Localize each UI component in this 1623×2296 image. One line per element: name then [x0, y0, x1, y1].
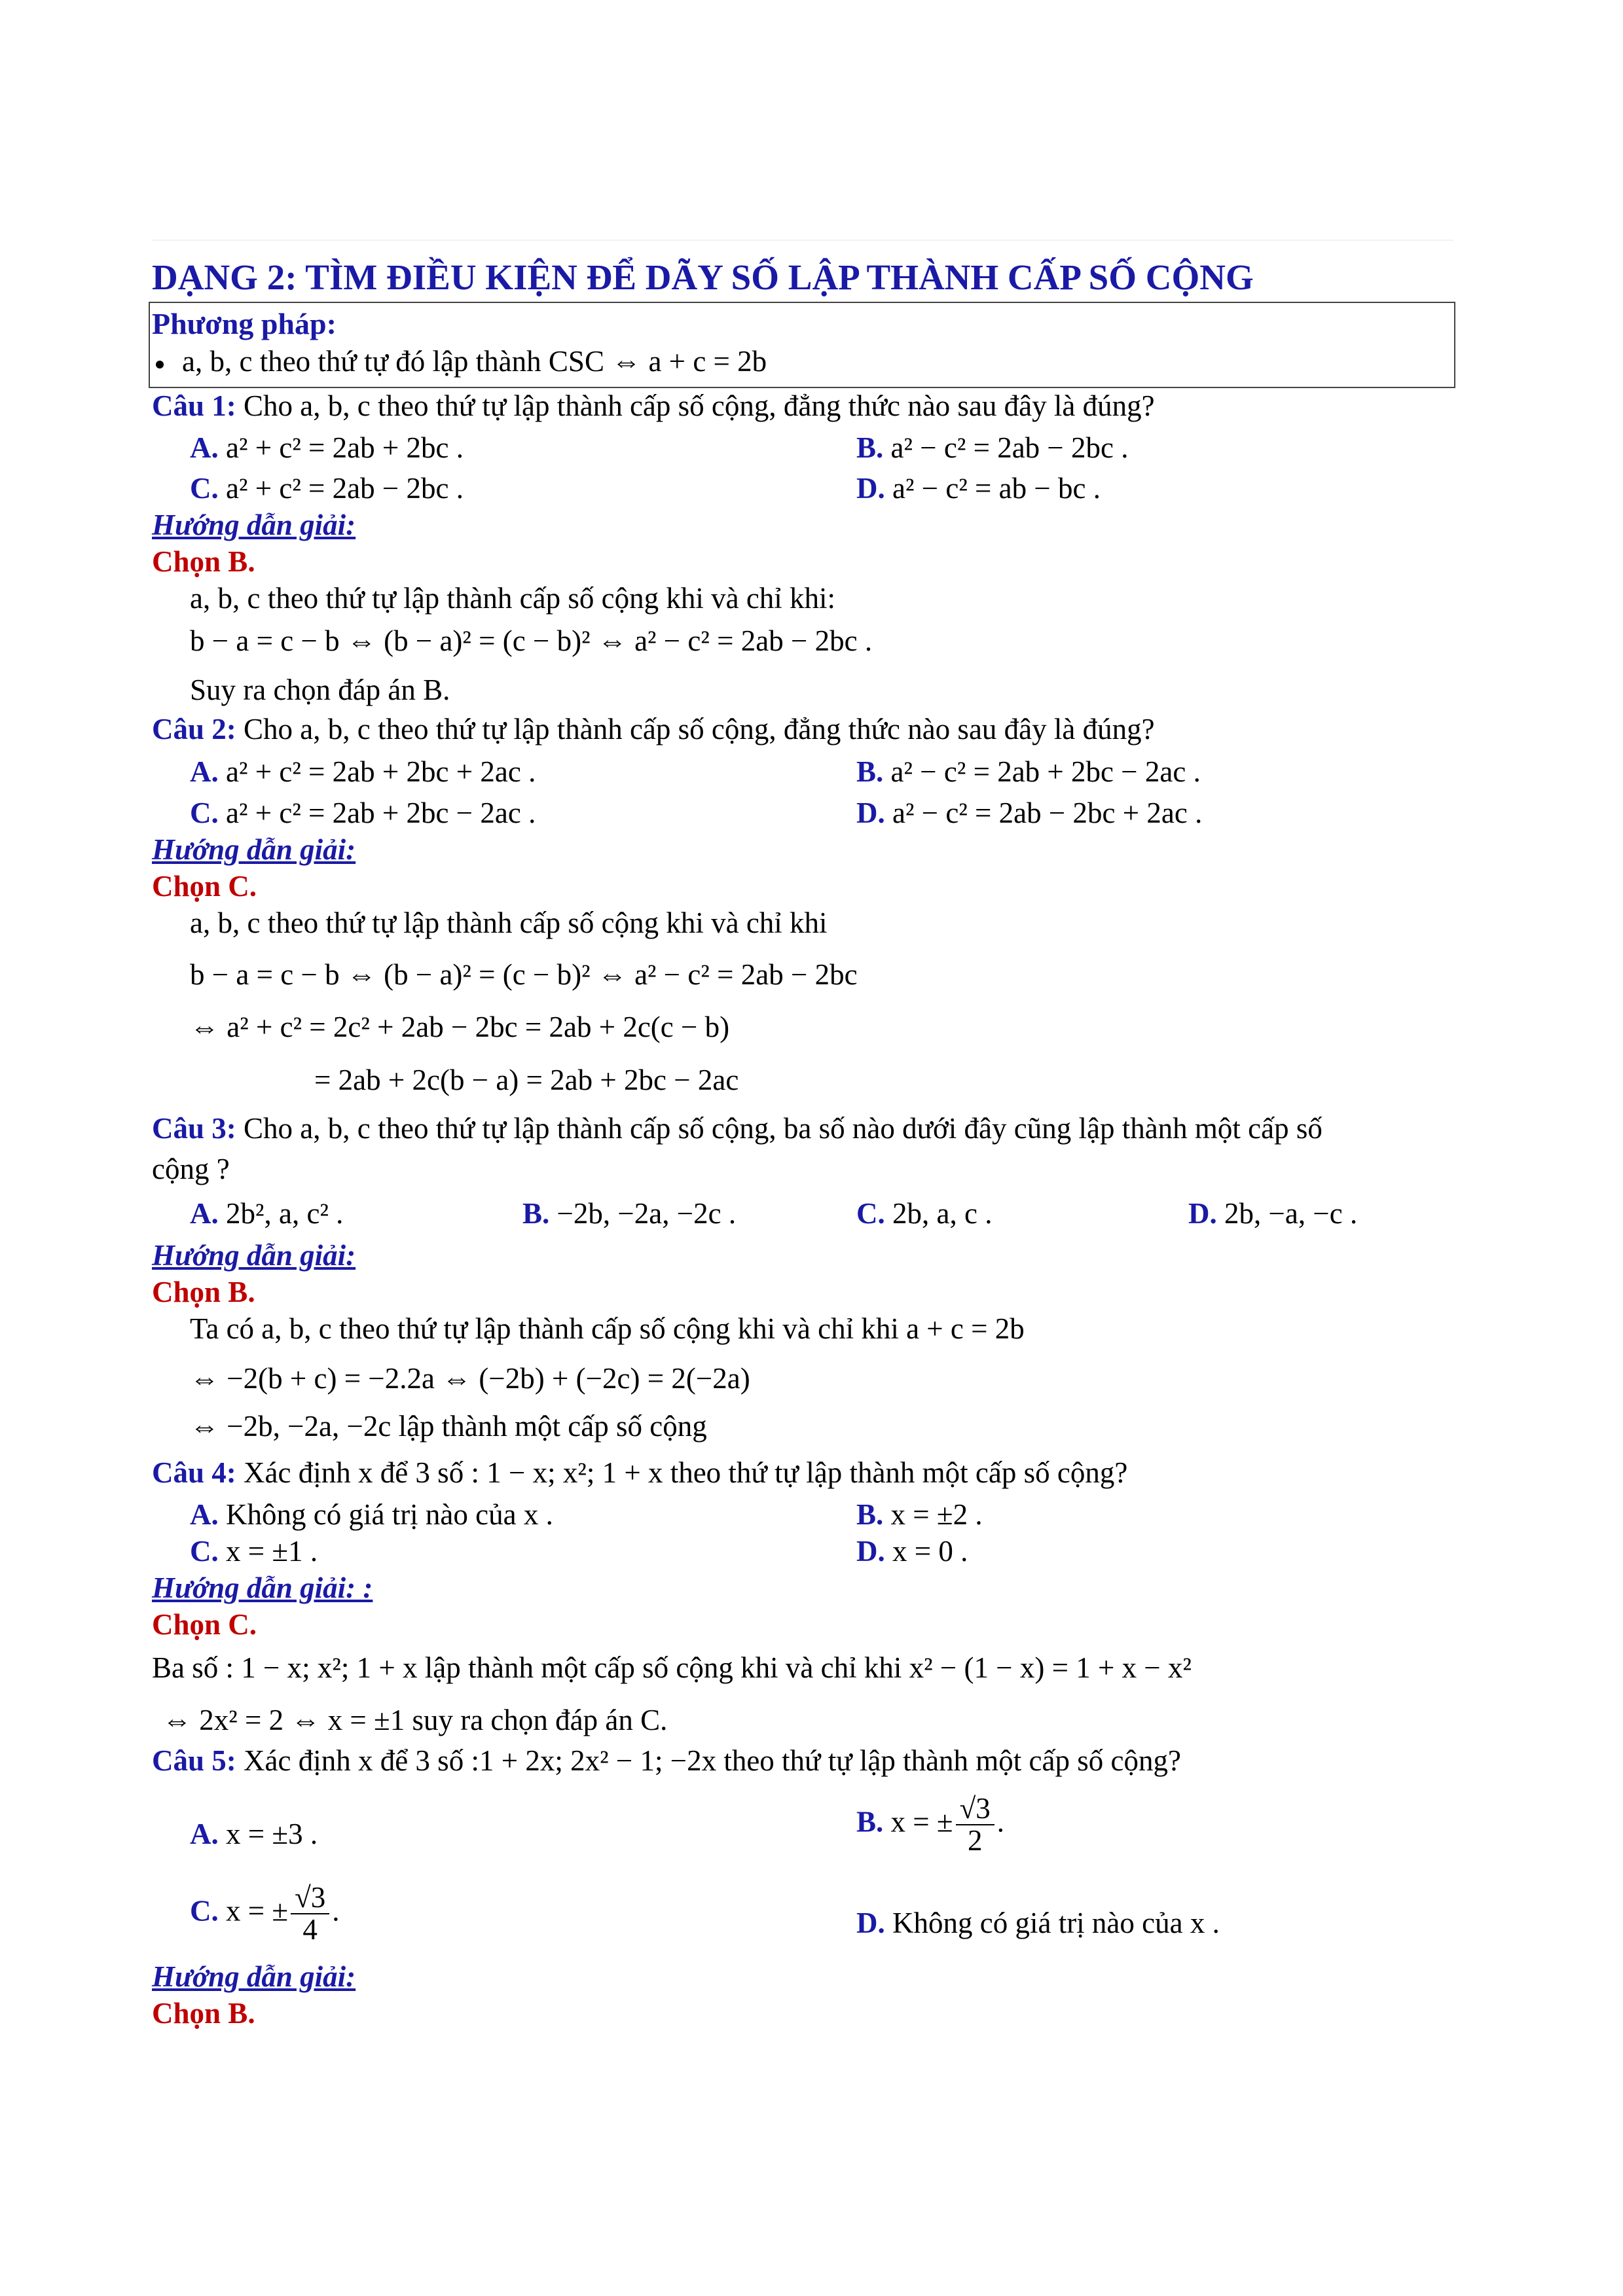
q3-answer: Chọn B.: [152, 1276, 255, 1308]
q2-solution-2: b − a = c − b ⇔ (b − a)² = (c − b)² ⇔ a² − c² = 2ab − 2bc: [190, 958, 858, 991]
question-2: Câu 2: Cho a, b, c theo thứ tự lập thành cấp số cộng, đẳng thức nào sau đây là đúng?: [152, 713, 1155, 745]
q1-option-c: C. a² + c² = 2ab − 2bc .: [190, 472, 464, 505]
section-title: DẠNG 2: TÌM ĐIỀU KIỆN ĐỂ DÃY SỐ LẬP THÀNH CẤP SỐ CỘNG: [152, 257, 1254, 297]
method-heading: Phương pháp:: [152, 307, 337, 340]
method-bullet-line: [156, 346, 767, 378]
q5-guide-label: Hướng dẫn giải:: [152, 1960, 356, 1993]
header-rule: [152, 240, 1453, 241]
q2-option-d: D. a² − c² = 2ab − 2bc + 2ac .: [856, 797, 1203, 829]
q3-option-b: B. −2b, −2a, −2c .: [522, 1197, 737, 1230]
q1-answer: Chọn B.: [152, 545, 255, 578]
q3-option-d: D. 2b, −a, −c .: [1188, 1197, 1358, 1230]
q1-option-b: B. a² − c² = 2ab − 2bc .: [856, 431, 1129, 464]
question-3-text-cont: cộng ?: [152, 1153, 230, 1185]
q2-solution-1: a, b, c theo thứ tự lập thành cấp số cộng khi và chỉ khi: [190, 906, 828, 939]
question-1-label: Câu 1:: [152, 389, 236, 422]
question-4-text: Xác định x để 3 số : 1 − x; x²; 1 + x theo thứ tự lập thành một cấp số cộng?: [244, 1456, 1128, 1489]
question-1: [152, 390, 1155, 423]
question-2-text: Cho a, b, c theo thứ tự lập thành cấp số cộng, đẳng thức nào sau đây là đúng?: [244, 713, 1155, 745]
q4-option-c: C. x = ±1 .: [190, 1535, 318, 1568]
q1-option-d: D. a² − c² = ab − bc .: [856, 472, 1101, 505]
q4-option-a: A. Không có giá trị nào của x .: [190, 1498, 553, 1531]
q2-answer: Chọn C.: [152, 870, 257, 903]
q1-guide-label: Hướng dẫn giải:: [152, 509, 356, 541]
q5-option-c: C. x = ± $\frac{√3}{4}$ .: [190, 1881, 340, 1946]
q2-solution-4: = 2ab + 2c(b − a) = 2ab + 2bc − 2ac: [314, 1064, 739, 1096]
q1-solution-3: Suy ra chọn đáp án B.: [190, 673, 450, 706]
q4-solution-2: ⇔ 2x² = 2 ⇔ x = ±1 suy ra chọn đáp án C.: [162, 1704, 668, 1736]
question-3-text: Cho a, b, c theo thứ tự lập thành cấp số cộng, ba số nào dưới đây cũng lập thành một cấp số: [244, 1112, 1322, 1145]
question-4: Câu 4: Xác định x để 3 số : 1 − x; x²; 1 + x theo thứ tự lập thành một cấp số cộng?: [152, 1456, 1128, 1489]
q4-guide-label: Hướng dẫn giải: :: [152, 1571, 373, 1604]
q4-solution-1: Ba số : 1 − x; x²; 1 + x lập thành một cấp số cộng khi và chỉ khi x² − (1 − x) = 1 + x − x²: [152, 1651, 1192, 1684]
q5-option-d: D. Không có giá trị nào của x .: [856, 1907, 1220, 1939]
q3-option-a: A. 2b², a, c² .: [190, 1197, 344, 1230]
q3-option-c: C. 2b, a, c .: [856, 1197, 993, 1230]
bullet-icon: [156, 361, 164, 368]
fraction: $\frac{√3}{4}$: [291, 1882, 329, 1946]
q4-option-d: D. x = 0 .: [856, 1535, 968, 1568]
q1-option-a: A. a² + c² = 2ab + 2bc .: [190, 431, 464, 464]
q3-solution-2: ⇔ −2(b + c) = −2.2a ⇔ (−2b) + (−2c) = 2(−2a): [190, 1362, 750, 1395]
q2-option-b: B. a² − c² = 2ab + 2bc − 2ac .: [856, 755, 1201, 788]
q4-option-b: B. x = ±2 .: [856, 1498, 983, 1531]
q5-option-b: B. x = ± $\frac{√3}{2}$ .: [856, 1792, 1005, 1857]
fraction: $\frac{√3}{2}$: [956, 1793, 994, 1857]
question-1-text: Cho a, b, c theo thứ tự lập thành cấp số cộng, đẳng thức nào sau đây là đúng?: [244, 389, 1155, 422]
q2-option-c: C. a² + c² = 2ab + 2bc − 2ac .: [190, 797, 536, 829]
q1-solution-1: a, b, c theo thứ tự lập thành cấp số cộng khi và chỉ khi:: [190, 582, 836, 615]
q3-guide-label: Hướng dẫn giải:: [152, 1239, 356, 1272]
question-5-text: Xác định x để 3 số :1 + 2x; 2x² − 1; −2x theo thứ tự lập thành một cấp số cộng?: [244, 1744, 1181, 1777]
q3-solution-1: Ta có a, b, c theo thứ tự lập thành cấp số cộng khi và chỉ khi a + c = 2b: [190, 1312, 1025, 1345]
q2-option-a: A. a² + c² = 2ab + 2bc + 2ac .: [190, 755, 536, 788]
q3-solution-3: ⇔ −2b, −2a, −2c lập thành một cấp số cộng: [190, 1410, 707, 1443]
q1-solution-2: b − a = c − b ⇔ (b − a)² = (c − b)² ⇔ a² − c² = 2ab − 2bc .: [190, 624, 873, 657]
question-3: Câu 3: Cho a, b, c theo thứ tự lập thành cấp số cộng, ba số nào dưới đây cũng lập thành một cấp số: [152, 1112, 1322, 1145]
q4-answer: Chọn C.: [152, 1608, 257, 1641]
q5-option-a: A. x = ±3 .: [190, 1818, 318, 1850]
q2-guide-label: Hướng dẫn giải:: [152, 833, 356, 866]
q5-answer: Chọn B.: [152, 1997, 255, 2030]
question-5: Câu 5: Xác định x để 3 số :1 + 2x; 2x² − 1; −2x theo thứ tự lập thành một cấp số cộng?: [152, 1744, 1181, 1777]
q2-solution-3: ⇔ a² + c² = 2c² + 2ab − 2bc = 2ab + 2c(c − b): [190, 1011, 730, 1043]
method-bullet-text: a, b, c theo thứ tự đó lập thành CSC ⇔ a + c = 2b: [182, 345, 767, 378]
